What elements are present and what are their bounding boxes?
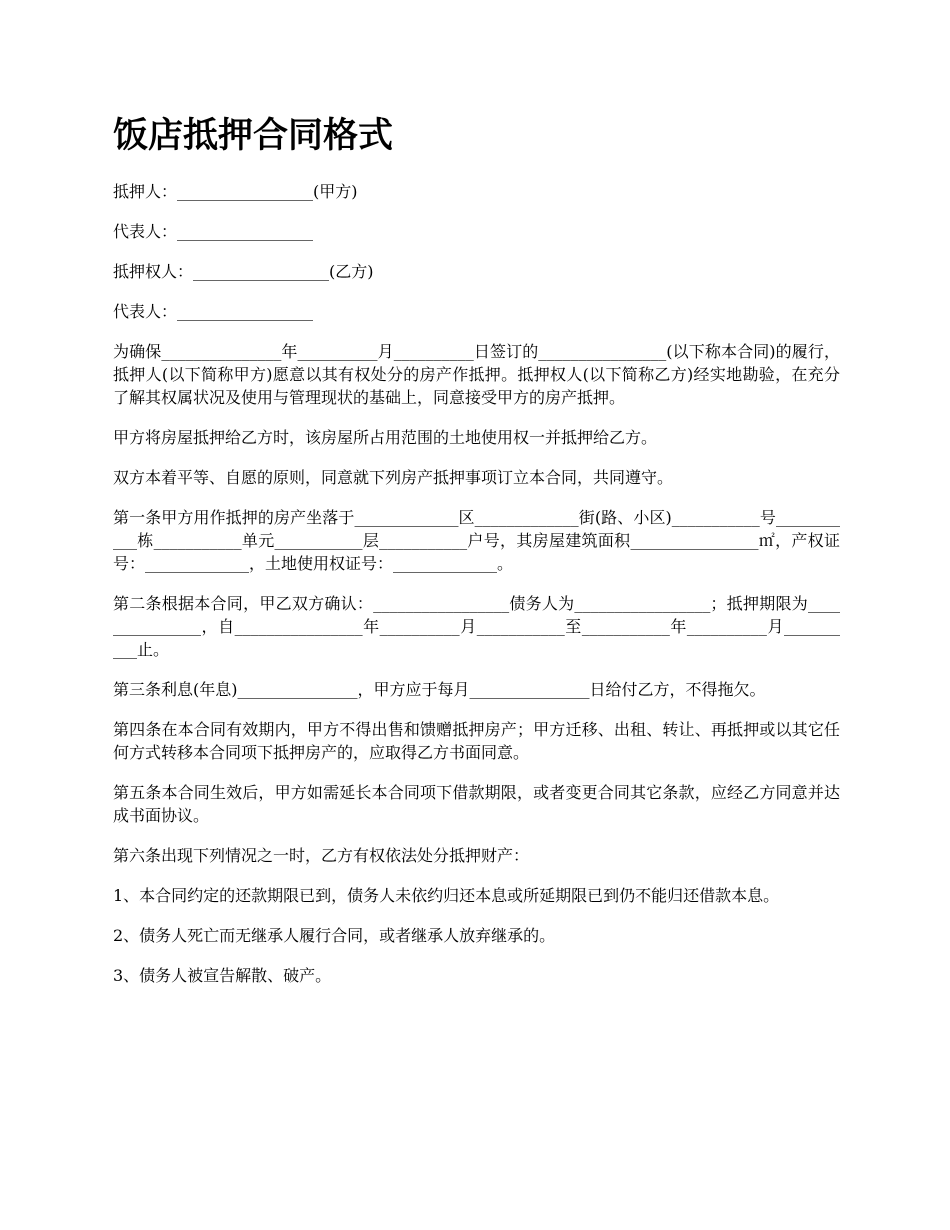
preamble-paragraph: 为确保_______________年__________月__________日签订的________________(以下称本合同)的履行，抵押人(以下简称甲方)愿意以其有权处分的房产作抵押。抵押权人(以下简称乙方)经实地勘验，在充分了解其权属状况及使用与管理现状的基础上，同意接受甲方的房产抵押。 [113, 342, 840, 407]
article-6-item-3: 3、债务人被宣告解散、破产。 [113, 966, 332, 985]
article-4: 第四条在本合同有效期内，甲方不得出售和馈赠抵押房产；甲方迁移、出租、转让、再抵押或以其它任何方式转移本合同项下抵押房产的，应取得乙方书面同意。 [113, 720, 840, 762]
article-5: 第五条本合同生效后，甲方如需延长本合同项下借款期限，或者变更合同其它条款，应经乙方同意并达成书面协议。 [113, 783, 840, 825]
article-2: 第二条根据本合同，甲乙双方确认：_________________债务人为_________________；抵押期限为_______________，自________________年__________月___________至___________年__________月__________止。 [113, 594, 840, 659]
article-6: 第六条出现下列情况之一时，乙方有权依法处分抵押财产： [113, 846, 530, 865]
land-use-paragraph: 甲方将房屋抵押给乙方时，该房屋所占用范围的土地使用权一并抵押给乙方。 [113, 428, 658, 447]
article-3: 第三条利息(年息)_______________，甲方应于每月_______________日给付乙方，不得拖欠。 [113, 680, 766, 699]
document-title: 饭店抵押合同格式 [113, 116, 394, 156]
mortgagee-representative-line: 代表人：_________________ [113, 302, 314, 321]
mortgagee-line: 抵押权人：_________________(乙方) [113, 262, 374, 281]
mortgagor-line: 抵押人：_________________(甲方) [113, 182, 358, 201]
principle-paragraph: 双方本着平等、自愿的原则，同意就下列房产抵押事项订立本合同，共同遵守。 [113, 468, 674, 487]
mortgagor-representative-line: 代表人：_________________ [113, 222, 314, 241]
article-6-item-2: 2、债务人死亡而无继承人履行合同，或者继承人放弃继承的。 [113, 926, 556, 945]
article-6-item-1: 1、本合同约定的还款期限已到，债务人未依约归还本息或所延期限已到仍不能归还借款本息。 [113, 886, 780, 905]
article-1: 第一条甲方用作抵押的房产坐落于_____________区_____________街(路、小区)___________号___________栋___________单元___________层___________户号，其房屋建筑面积________________㎡，产权证号：_____________，土地使用权证号：_____________。 [113, 508, 840, 573]
